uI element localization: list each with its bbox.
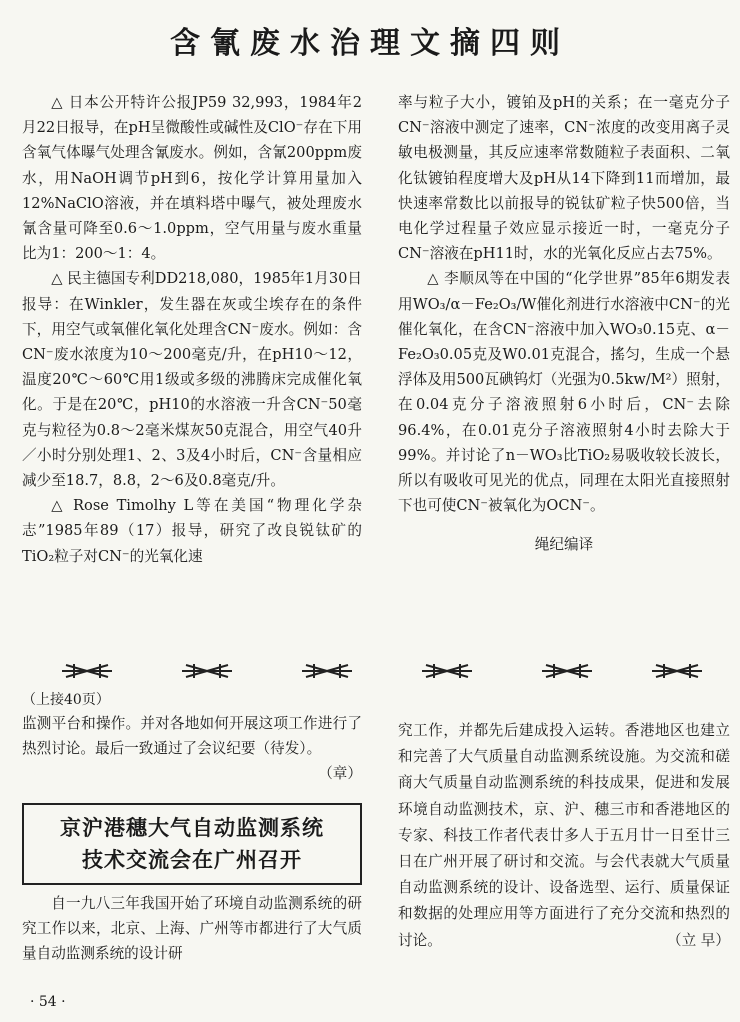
- headline-line-2: 技术交流会在广州召开: [82, 848, 302, 872]
- article-column-left: [22, 90, 362, 569]
- article-headline-box: [22, 803, 362, 885]
- ornament-icon: [650, 662, 704, 680]
- ornament-icon: [420, 662, 474, 680]
- abstract-rose-timolhy: △ Rose Timolhy L等在美国“物理化学杂志”1985年89（17）报导，研究了改良锐钛矿的TiO₂粒子对CN⁻的光氧化速: [22, 497, 362, 565]
- abstract-li-shunfeng: △ 李顺凤等在中国的“化学世界”85年6期发表用WO₃/α－Fe₂O₃/W催化剂进行水溶液中CN⁻的光催化氧化，在含CN⁻溶液中加入WO₃0.15克、α－Fe₂O₃0.05克及W0.01克混合，搖匀，生成一个悬浮体及用500瓦碘钨灯（光强为0.5kw/M²）照射，在0.04克分子溶液照射6小时后，CN⁻去除96.4%，在0.01克分子溶液照射4小时去除大于99%。并讨论了n－WO₃比TiO₂易吸收较长波长，所以有吸收可见光的优点，同理在太阳光直接照射下也可使CN⁻被氧化为OCN⁻。: [398, 270, 730, 515]
- article-body-left: [22, 891, 362, 967]
- abstract-gdr-patent: △ 民主德国专利DD218,080，1985年1月30日报导：在Winkler，发生器在灰或尘埃存在的条件下，用空气或氧催化氧化处理含CN⁻废水。例如：含CN⁻废水浓度为10～200毫克/升，在pH10～12，温度20℃～60℃用1级或多级的沸腾床完成催化氧化。于是在20℃，pH10的水溶液一升含CN⁻50毫克与粒径为0.8～2毫米煤灰50克混合，用空气40升／小时分别处理1、2、3及4小时后，CN⁻含量相应减少至18.7，8.8，2～6及0.8毫克/升。: [22, 270, 362, 490]
- page-number: · 54 ·: [30, 994, 66, 1010]
- author-signature: （立 早）: [666, 931, 730, 949]
- abstract-japan-patent: △ 日本公开特许公报JP59 32,993，1984年2月22日报导，在pH呈微酸性或碱性及ClO⁻存在下用含氧气体曝气处理含氰废水。例如，含氰200ppm废水，用NaOH调节pH到6，按化学计算用量加入12%NaClO溶液，并在填料塔中曝气，被处理废水氰含量可降至0.6～1.0ppm，空气用量与废水重量比为1：200～1：4。: [22, 94, 362, 263]
- article-paragraph: 自一九八三年我国开始了环境自动监测系统的研究工作以来，北京、上海、广州等市都进行了大气质量自动监测系统的设计研: [22, 895, 362, 963]
- article-body-right: [398, 718, 730, 954]
- headline-line-1: 京沪港穗大气自动监测系统: [60, 816, 324, 840]
- ornament-icon: [540, 662, 594, 680]
- abstract-rose-timolhy-continued: 率与粒子大小，镀铂及pH的关系；在一毫克分子CN⁻溶液中测定了速率，CN⁻浓度的改变用离子灵敏电极测量，其反应速率常数随粒子表面积、二氧化钛镀铂程度增大及pH从14下降到11而增加，最快速率常数比以前报导的锐钛矿粒子快500倍，当电化学过程量子效应显示接近一时，一毫克分子CN⁻溶液在pH11时，水的光氧化反应占去75%。: [398, 94, 730, 263]
- translator-byline: 绳纪编译: [534, 536, 594, 554]
- continued-body: 监测平台和操作。并对各地如何开展这项工作进行了热烈讨论。最后一致通过了会议纪要（待发）。: [22, 715, 362, 758]
- author-signature: （章）: [318, 765, 362, 783]
- article-column-right: [398, 90, 730, 558]
- article-paragraph-continued: 究工作，并都先后建成投入运转。香港地区也建立和完善了大气质量自动监测系统设施。为交流和磋商大气质量自动监测系统的科技成果，促进和发展环境自动监测技术，京、沪、穗三市和香港地区的专家、科技工作者代表廿多人于五月廿一日至廿三日在广州开展了研讨和交流。与会代表就大气质量自动监测系统的设计、设备选型、运行、质量保证和数据的处理应用等方面进行了充分交流和热烈的讨论。: [398, 722, 730, 949]
- ornament-icon: [180, 662, 234, 680]
- page-title: 含氰废水治理文摘四则: [170, 26, 570, 61]
- continued-text: [22, 711, 362, 787]
- ornament-icon: [60, 662, 114, 680]
- continued-note: （上接40页）: [22, 692, 110, 708]
- ornament-divider: [20, 658, 720, 688]
- ornament-icon: [300, 662, 354, 680]
